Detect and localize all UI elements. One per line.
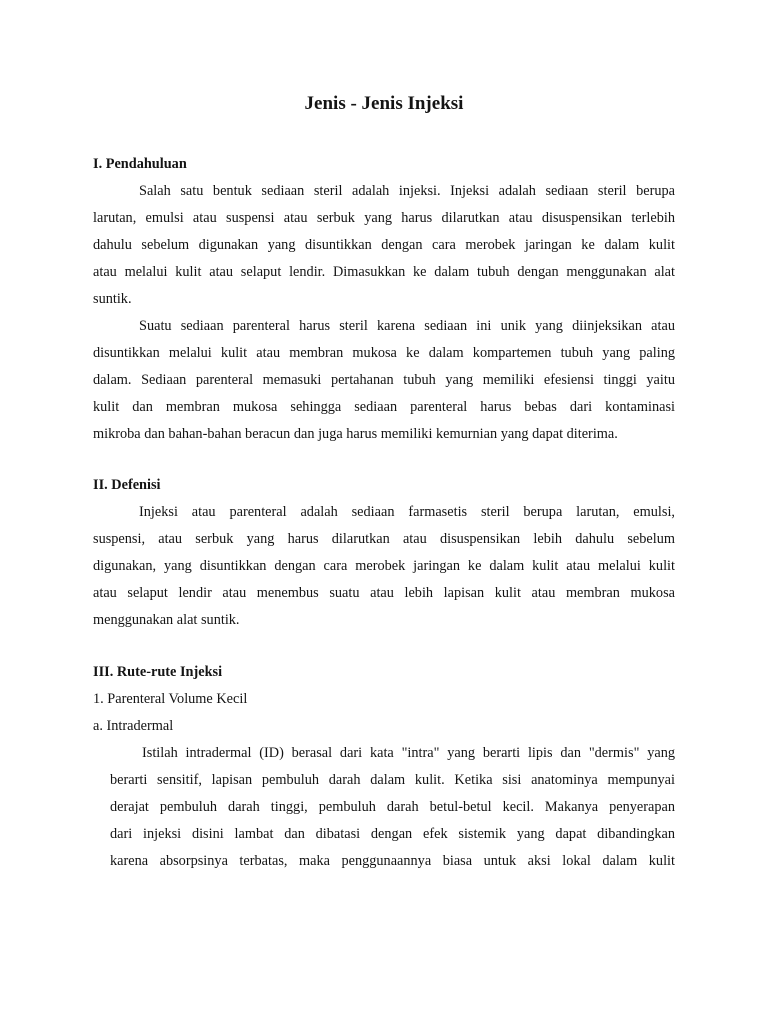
section-heading: III. Rute-rute Injeksi [93, 664, 223, 680]
section-heading: II. Defenisi [93, 477, 161, 493]
paragraph-line: suntik. [93, 291, 132, 307]
paragraph-line: dari injeksi disini lambat dan dibatasi dengan efek sistemik yang dapat dibandingkan [110, 826, 675, 842]
paragraph-line: Injeksi atau parenteral adalah sediaan farmasetis steril berupa larutan, emulsi, [139, 504, 675, 520]
document-title: Jenis - Jenis Injeksi [304, 93, 464, 114]
paragraph-line: mikroba dan bahan-bahan beracun dan juga harus memiliki kemurnian yang dapat diterima. [93, 426, 618, 442]
subheading: a. Intradermal [93, 718, 174, 734]
paragraph-line: atau selaput lendir atau menembus suatu atau lebih lapisan kulit atau membran mukosa [93, 585, 675, 601]
paragraph-line: Istilah intradermal (ID) berasal dari kata "intra" yang berarti lipis dan "dermis" yang [142, 745, 675, 761]
paragraph-line: kulit dan membran mukosa sehingga sediaan parenteral harus bebas dari kontaminasi [93, 399, 675, 415]
paragraph-line: disuntikkan melalui kulit atau membran mukosa ke dalam kompartemen tubuh yang paling [93, 345, 675, 361]
paragraph-line: dalam. Sediaan parenteral memasuki pertahanan tubuh yang memiliki efesiensi tinggi yaitu [93, 372, 675, 388]
paragraph-line: menggunakan alat suntik. [93, 612, 240, 628]
paragraph-line: atau melalui kulit atau selaput lendir. Dimasukkan ke dalam tubuh dengan menggunakan alat [93, 264, 675, 280]
paragraph-line: derajat pembuluh darah tinggi, pembuluh darah betul-betul kecil. Makanya penyerapan [110, 799, 675, 815]
paragraph-line: berarti sensitif, lapisan pembuluh darah dalam kulit. Ketika sisi anatominya mempunyai [110, 772, 675, 788]
paragraph-line: Salah satu bentuk sediaan steril adalah injeksi. Injeksi adalah sediaan steril berupa [139, 183, 675, 199]
paragraph-line: larutan, emulsi atau suspensi atau serbuk yang harus dilarutkan atau disuspensikan terlebih [93, 210, 675, 226]
paragraph-line: karena absorpsinya terbatas, maka penggunaannya biasa untuk aksi lokal dalam kulit [110, 853, 675, 869]
section-heading: I. Pendahuluan [93, 156, 187, 172]
paragraph-line: suspensi, atau serbuk yang harus dilarutkan atau disuspensikan lebih dahulu sebelum [93, 531, 675, 547]
paragraph-line: dahulu sebelum digunakan yang disuntikkan dengan cara merobek jaringan ke dalam kulit [93, 237, 675, 253]
subheading: 1. Parenteral Volume Kecil [93, 691, 248, 707]
paragraph-line: Suatu sediaan parenteral harus steril karena sediaan ini unik yang diinjeksikan atau [139, 318, 675, 334]
paragraph-line: digunakan, yang disuntikkan dengan cara merobek jaringan ke dalam kulit atau melalui kulit [93, 558, 675, 574]
